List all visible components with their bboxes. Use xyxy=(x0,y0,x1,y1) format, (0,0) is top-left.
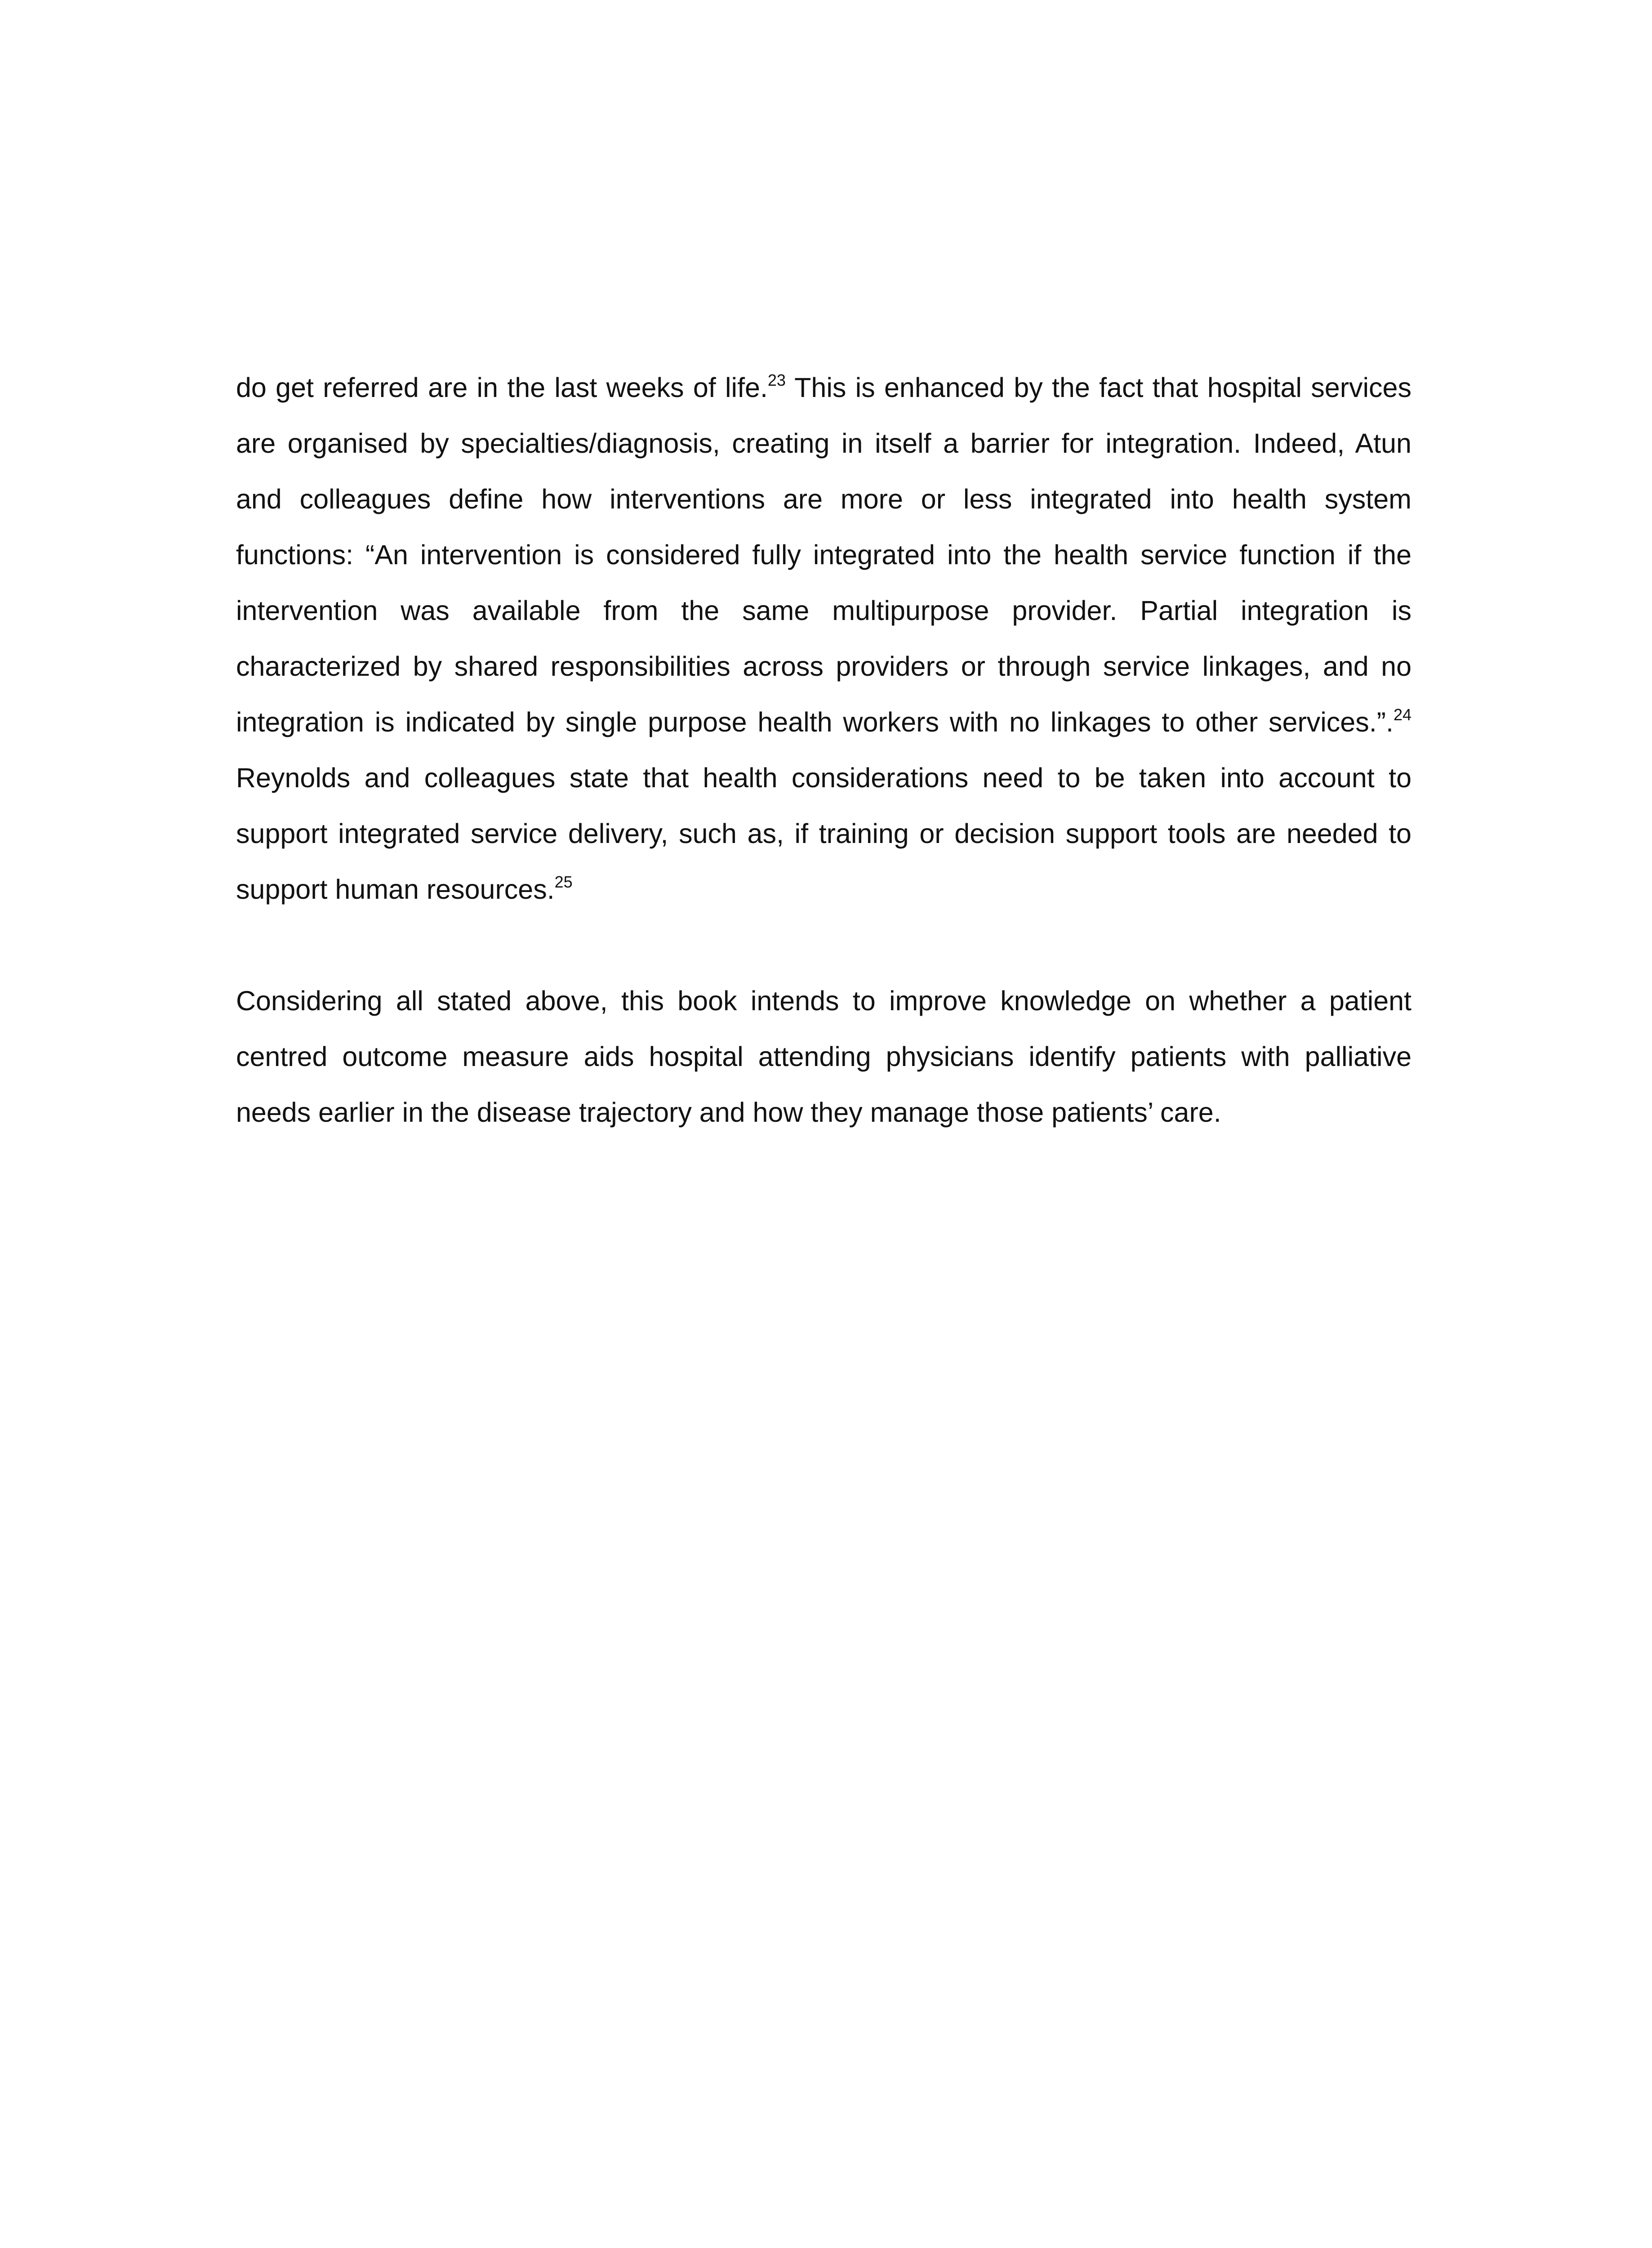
footnote-ref-24: 24 xyxy=(1393,705,1412,724)
footnote-ref-25: 25 xyxy=(554,872,573,891)
text-segment: This is enhanced by the fact that hospital services are organised by specialties/diagnosis, creating in itself a barrier for integration. Indeed, Atun and colleagues define how interventions are more or less integrated into health system functions: “An intervention is considered fully integrated into the health service function if the intervention was available from the same multipurpose provider. Partial integration is characterized by shared responsibilities across providers or through service linkages, and no integration is indicated by single purpose health workers with no linkages to other services.”. xyxy=(236,372,1412,737)
paragraph-1 xyxy=(236,360,1412,917)
body-text xyxy=(236,360,1412,1140)
text-segment: Considering all stated above, this book intends to improve knowledge on whether a patient centred outcome measure aids hospital attending physicians identify patients with palliative needs earlier in the disease trajectory and how they manage those patients’ care. xyxy=(236,986,1412,1128)
footnote-ref-23: 23 xyxy=(767,370,786,389)
text-segment: Reynolds and colleagues state that health considerations need to be taken into account to support integrated service delivery, such as, if training or decision support tools are needed to support human resources. xyxy=(236,763,1412,905)
paragraph-2 xyxy=(236,973,1412,1140)
text-segment: do get referred are in the last weeks of life. xyxy=(236,372,768,403)
